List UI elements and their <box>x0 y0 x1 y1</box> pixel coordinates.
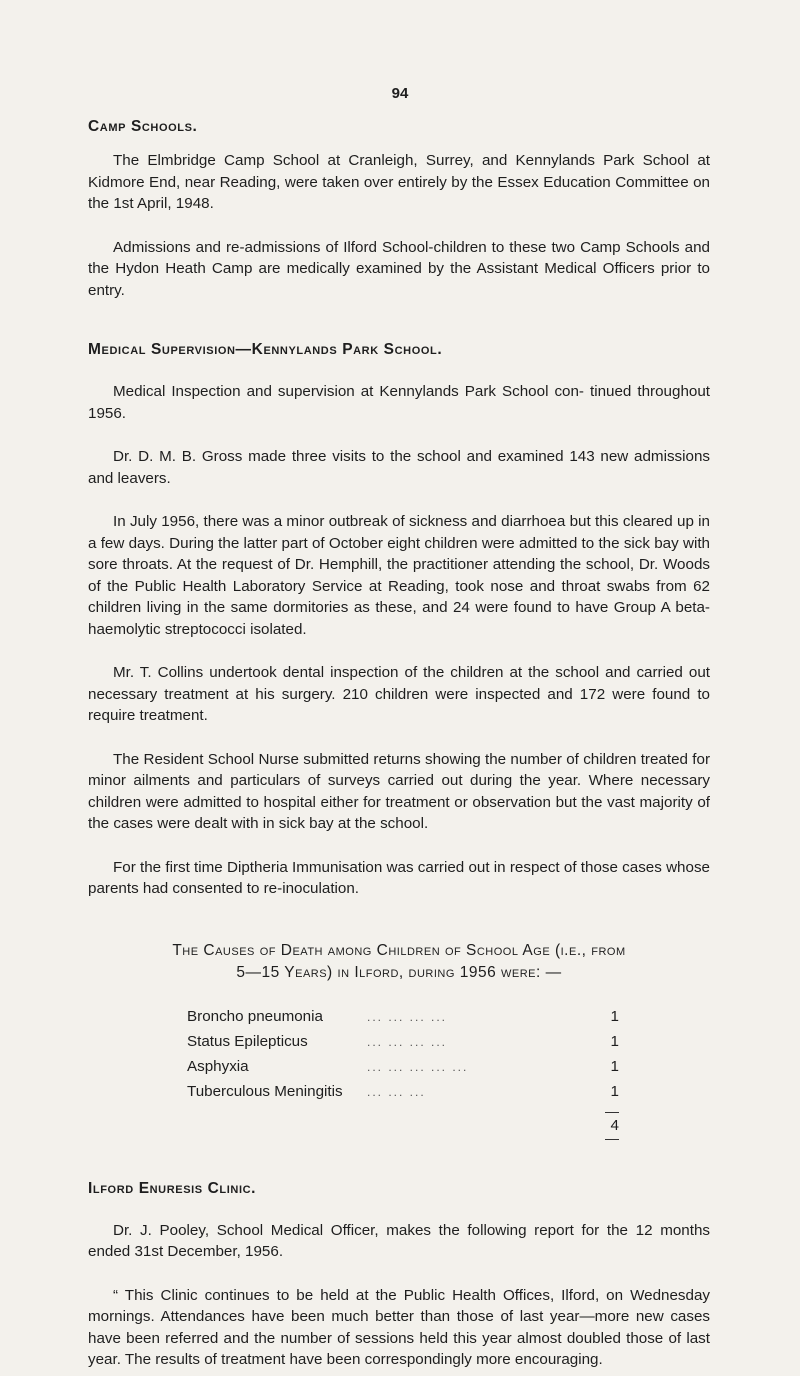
total-row <box>187 1113 619 1139</box>
paragraph: Medical Inspection and supervision at Kennylands Park School con- tinued throughout 1956. <box>88 383 710 422</box>
paragraph: The Elmbridge Camp School at Cranleigh, Surrey, and Kennylands Park School at Kidmore End, near Reading, were taken over entirely by the Essex Education Committee on the 1st April, 1948. <box>88 152 710 212</box>
paragraph: “ This Clinic continues to be held at the Public Health Offices, Ilford, on Wednesday mornings. Attendances have been much better than those of last year—more new cases have been referred and the number of sessions held this year almost doubled those of last year. The results of treatment have been correspondingly more encouraging. <box>88 1286 710 1368</box>
cause-label: Broncho pneumonia <box>187 1007 323 1025</box>
cause-count: 1 <box>610 1057 619 1075</box>
page-content <box>88 118 710 1371</box>
causes-of-death-title <box>88 940 710 984</box>
table-row <box>187 1054 619 1079</box>
total-count: 4 <box>610 1116 619 1134</box>
page-number: 94 <box>391 85 409 102</box>
leader-dots: ... ... ... ... <box>367 1009 448 1024</box>
paragraph: In July 1956, there was a minor outbreak of sickness and diarrhoea but this cleared up in a few days. During the latter part of October eight children were admitted to the sick bay with sore throats. At the request of Dr. Hemphill, the practitioner attending the school, Dr. Woods of the Public Health Laboratory Service at Reading, took nose and throat swabs from 62 children living in the same dormitories as these, and 24 were found to have Group A beta-haemolytic streptococci isolated. <box>88 513 710 638</box>
cause-label: Status Epilepticus <box>187 1032 308 1050</box>
leader-dots: ... ... ... <box>367 1084 426 1099</box>
table-row <box>187 1004 619 1029</box>
paragraph: Mr. T. Collins undertook dental inspection of the children at the school and carried out necessary treatment at his surgery. 210 children were inspected and 172 were found to require treatment. <box>88 664 710 724</box>
paragraph: Admissions and re-admissions of Ilford School-children to these two Camp Schools and the Hydon Heath Camp are medically examined by the Assistant Medical Officers prior to entry. <box>88 238 710 299</box>
paragraph: Dr. J. Pooley, School Medical Officer, makes the following report for the 12 months ended 31st December, 1956. <box>88 1221 710 1260</box>
table-row <box>187 1029 619 1054</box>
cause-count: 1 <box>610 1032 619 1050</box>
leader-dots: ... ... ... ... ... <box>367 1059 469 1074</box>
enuresis-clinic-heading: Ilford Enuresis Clinic. <box>88 1179 257 1197</box>
paragraph: The Resident School Nurse submitted returns showing the number of children treated for minor ailments and particulars of surveys carried out during the year. Where necessary children were admitted to hospital either for treatment or observation but the vast majority of the cases were dealt with in sick bay at the school. <box>88 750 710 832</box>
causes-of-death-table <box>187 1004 619 1140</box>
cause-count: 1 <box>610 1007 619 1025</box>
cause-label: Asphyxia <box>187 1057 249 1075</box>
leader-dots: ... ... ... ... <box>367 1034 448 1049</box>
paragraph: For the first time Diptheria Immunisation was carried out in respect of those cases whose parents had consented to re-inoculation. <box>88 858 710 897</box>
causes-title-line: The Causes of Death among Children of School Age (i.e., from <box>172 941 626 959</box>
medical-supervision-heading: Medical Supervision—Kennylands Park School. <box>88 341 443 358</box>
camp-schools-heading: Camp Schools. <box>88 118 198 135</box>
table-row <box>187 1079 619 1104</box>
cause-label: Tuberculous Meningitis <box>187 1082 343 1100</box>
cause-count: 1 <box>610 1082 619 1100</box>
causes-title-line: 5—15 Years) in Ilford, during 1956 were: — <box>236 963 562 981</box>
paragraph: Dr. D. M. B. Gross made three visits to the school and examined 143 new admissions and leavers. <box>88 448 710 487</box>
